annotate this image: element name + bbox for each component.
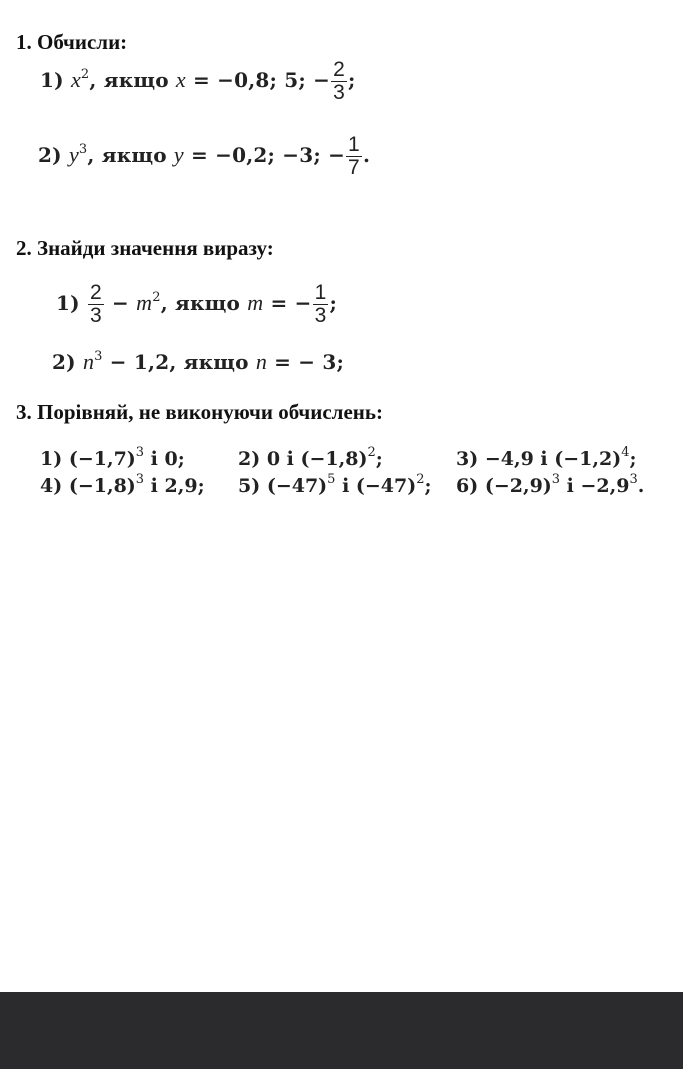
expr: і 0;: [144, 448, 185, 470]
text: , якщо: [89, 68, 176, 92]
fraction: [346, 134, 362, 179]
item-number: 1): [56, 291, 80, 315]
exponent: 4: [621, 445, 630, 460]
expr: 5) (−47): [238, 475, 328, 497]
exponent: 3: [551, 472, 561, 487]
expr: 1) (−1,7): [40, 448, 136, 470]
fraction: [88, 282, 104, 327]
exponent: 3: [94, 349, 103, 364]
fraction-denominator: 3: [89, 304, 102, 327]
exponent: 5: [327, 472, 336, 487]
fraction-numerator: 2: [333, 58, 345, 81]
variable: y: [68, 142, 79, 167]
fraction-numerator: 1: [314, 281, 327, 304]
values: = −0,8; 5; −: [185, 68, 331, 92]
fraction-numerator: 1: [348, 133, 360, 156]
item-number: 2): [52, 350, 76, 374]
expr: 3) −4,9 і (−1,2): [456, 448, 622, 470]
exponent: 2: [80, 67, 90, 82]
expr: ;: [424, 475, 432, 497]
task2-item1: [56, 282, 337, 327]
punctuation: ;: [329, 291, 338, 315]
exponent: 3: [135, 445, 145, 460]
bottom-bar: [0, 992, 683, 1069]
task1-heading: 1. Обчисли:: [16, 30, 128, 54]
task1-item2: [38, 134, 370, 179]
text: − 1,2, якщо: [102, 350, 256, 374]
expr: 6) (−2,9): [456, 475, 552, 497]
values: = −: [263, 291, 312, 315]
task3-item-2: [238, 445, 383, 470]
expr: ;: [375, 448, 383, 470]
item-number: 1): [40, 68, 64, 92]
fraction-denominator: 3: [333, 81, 345, 104]
expr: 2) 0 і (−1,8): [238, 448, 368, 470]
task2-heading: 2. Знайди значення виразу:: [16, 236, 274, 260]
punctuation: ;: [347, 68, 356, 92]
task2-item2: [52, 350, 344, 374]
variable: x: [70, 67, 81, 92]
expr: ;: [629, 448, 637, 470]
task3-item-1: [40, 445, 185, 470]
expr: і −2,9: [560, 475, 630, 497]
punctuation: .: [362, 143, 371, 167]
exponent: 3: [629, 472, 638, 487]
exponent: 3: [135, 472, 145, 487]
fraction-numerator: 2: [89, 281, 102, 304]
expr: 4) (−1,8): [40, 475, 136, 497]
task3-item-4: [40, 472, 205, 497]
fraction: [331, 59, 347, 104]
values: = −0,2; −3; −: [183, 143, 346, 167]
exponent: 2: [416, 472, 425, 487]
task1-item1: [40, 59, 356, 104]
expr: і 2,9;: [144, 475, 205, 497]
variable: y: [173, 142, 184, 167]
task3-item-5: [238, 472, 432, 497]
variable: x: [175, 67, 186, 92]
item-number: 2): [38, 143, 62, 167]
expr: і (−47): [335, 475, 417, 497]
variable: m: [136, 290, 153, 315]
variable: n: [255, 349, 268, 374]
expr: .: [637, 475, 645, 497]
values: = − 3;: [267, 350, 345, 374]
task3-item-6: [456, 472, 645, 497]
fraction: [313, 282, 329, 327]
task3-item-3: [456, 445, 637, 470]
fraction-denominator: 7: [348, 156, 360, 179]
exponent: 3: [78, 142, 88, 157]
text: , якщо: [160, 291, 248, 315]
task3-heading: 3. Порівняй, не виконуючи обчислень:: [16, 400, 383, 424]
exponent: 2: [152, 290, 161, 305]
text: , якщо: [87, 143, 174, 167]
exponent: 2: [367, 445, 376, 460]
fraction-denominator: 3: [314, 304, 327, 327]
variable: m: [247, 290, 264, 315]
variable: n: [82, 349, 95, 374]
operator: −: [104, 291, 137, 315]
